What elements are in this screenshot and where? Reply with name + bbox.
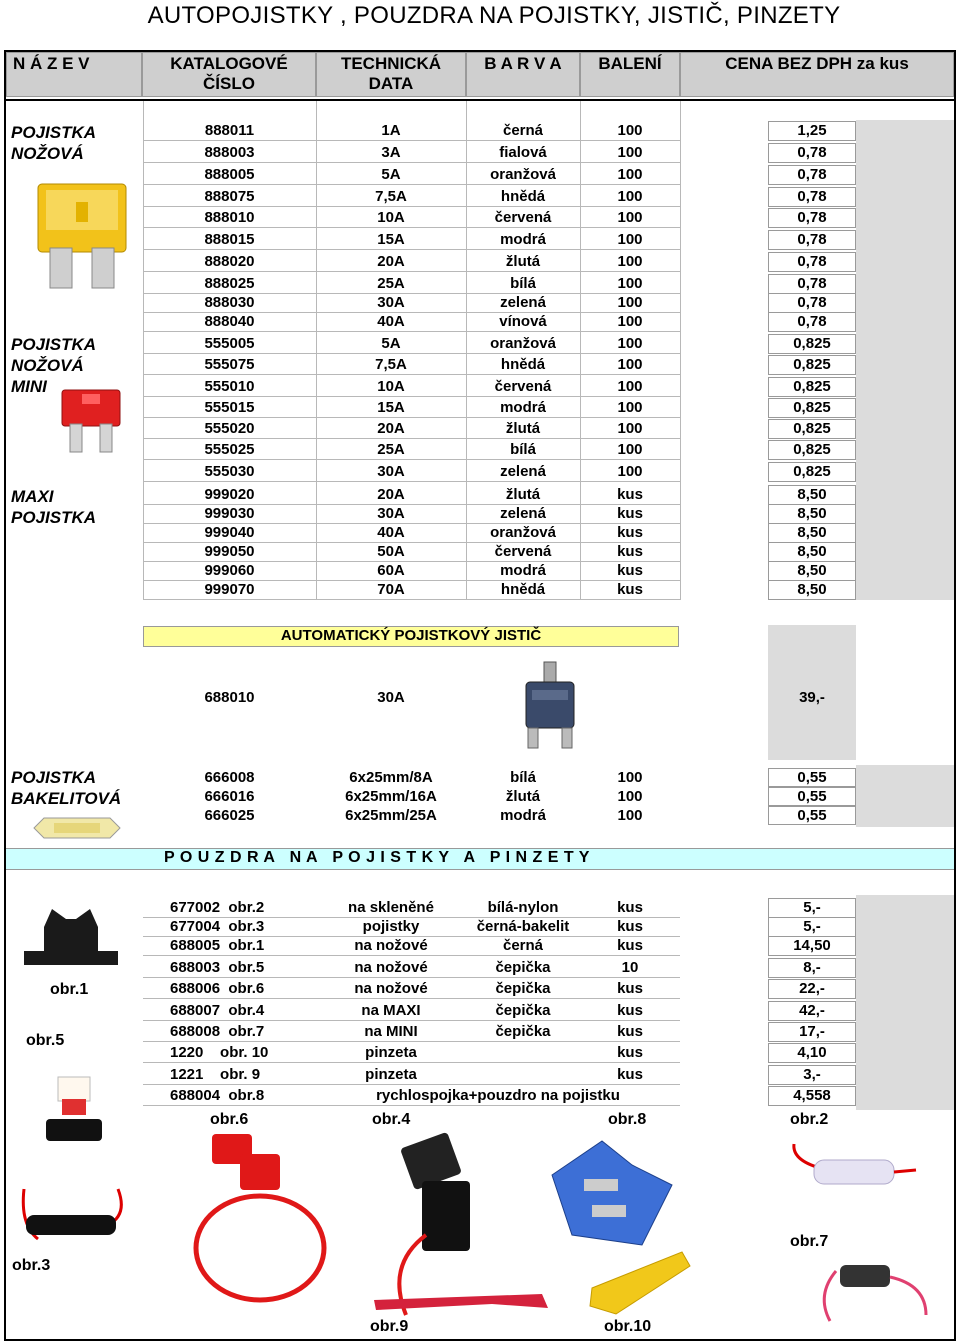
fuse-tech-cell: 40A (377, 313, 405, 330)
fuse-barva-cell: černá (502, 122, 544, 139)
header-divider (4, 99, 956, 101)
fuse-cena-cell: 8,50 (797, 486, 827, 503)
breaker-kat: 688010 (204, 689, 255, 706)
fuse-cena-cell: 8,50 (797, 505, 827, 522)
header-tech: TECHNICKÁ DATA (316, 52, 466, 97)
holder-baleni-cell: kus (617, 1002, 643, 1019)
obr2-label: obr.2 (790, 1111, 829, 1128)
fuse-kat-cell: 999060 (204, 562, 255, 579)
holder-barva-cell: čepička (495, 1023, 551, 1040)
bakelit-barva-cell: žlutá (505, 788, 541, 805)
bakelit-baleni-cell: 100 (617, 769, 643, 786)
fuse-kat-cell: 555020 (204, 420, 255, 437)
holder-tech-cell: na nožové (354, 937, 428, 954)
bakelit-tech-cell: 6x25mm/16A (345, 788, 437, 805)
grey-block (856, 895, 954, 1110)
pinzeta-obr9-image (372, 1290, 552, 1320)
bakelit-baleni-cell: 100 (617, 807, 643, 824)
holder-barva-cell: čepička (495, 1002, 551, 1019)
fuse-barva-cell: žlutá (505, 420, 541, 437)
fuse-barva-cell: bílá (510, 275, 536, 292)
fuse-cena-cell: 0,78 (797, 209, 827, 226)
fuse-barva-cell: oranžová (490, 166, 556, 183)
fuse-kat-cell: 888010 (204, 209, 255, 226)
grey-block (856, 120, 954, 600)
holder-obr3-image (18, 1185, 128, 1245)
holder-cena-cell: 5,- (803, 918, 821, 935)
holder-tech-cell: rychlospojka+pouzdro na pojistku (376, 1087, 620, 1104)
fuse-baleni-cell: kus (617, 524, 643, 541)
header-baleni: BALENÍ (580, 52, 680, 97)
fuse-cena-cell: 0,78 (797, 144, 827, 161)
holder-obr2-image (790, 1140, 920, 1200)
fuse-cena-cell: 0,78 (797, 188, 827, 205)
fuse-tech-cell: 7,5A (375, 188, 407, 205)
fuse-barva-cell: žlutá (505, 253, 541, 270)
bakelit-barva-cell: modrá (500, 807, 546, 824)
bakelit-baleni-cell: 100 (617, 788, 643, 805)
fuse-kat-cell: 555015 (204, 399, 255, 416)
holder-kat-cell: 688006 obr.6 (170, 980, 265, 997)
fuse-tech-cell: 30A (377, 294, 405, 311)
column-divider (680, 101, 681, 600)
fuse-baleni-cell: kus (617, 581, 643, 598)
fuse-kat-cell: 555025 (204, 441, 255, 458)
fuse-barva-cell: modrá (500, 562, 546, 579)
holder-kat-cell: 688004 obr.8 (170, 1087, 265, 1104)
fuse-barva-cell: hnědá (500, 356, 546, 373)
fuse-tech-cell: 15A (377, 231, 405, 248)
fuse-baleni-cell: 100 (617, 144, 643, 161)
holder-obr7-image (806, 1255, 936, 1325)
fuse-baleni-cell: 100 (617, 166, 643, 183)
fuse-tech-cell: 70A (377, 581, 405, 598)
fuse-kat-cell: 888030 (204, 294, 255, 311)
fuse-barva-cell: vínová (499, 313, 547, 330)
fuse-kat-cell: 999070 (204, 581, 255, 598)
fuse-tech-cell: 20A (377, 486, 405, 503)
obr3-label: obr.3 (12, 1257, 51, 1274)
fuse-cena-cell: 0,825 (793, 335, 831, 352)
fuse-barva-cell: hnědá (500, 188, 546, 205)
column-divider (143, 101, 144, 600)
fuse-baleni-cell: 100 (617, 231, 643, 248)
fuse-barva-cell: oranžová (490, 335, 556, 352)
fuse-kat-cell: 888040 (204, 313, 255, 330)
holder-baleni-cell: 10 (621, 959, 639, 976)
obr4-label: obr.4 (372, 1111, 411, 1128)
fuse-tech-cell: 20A (377, 420, 405, 437)
holder-baleni-cell: kus (617, 980, 643, 997)
holder-baleni-cell: kus (617, 918, 643, 935)
fuse-cena-cell: 8,50 (797, 543, 827, 560)
obr6-label: obr.6 (210, 1111, 249, 1128)
fuse-tech-cell: 30A (377, 463, 405, 480)
fuse-tech-cell: 30A (377, 505, 405, 522)
connector-obr8-image (532, 1135, 682, 1255)
group-label-bakelit: POJISTKA BAKELITOVÁ (11, 768, 122, 808)
holder-kat-cell: 677002 obr.2 (170, 899, 265, 916)
fuse-tech-cell: 7,5A (375, 356, 407, 373)
holder-barva-cell: čepička (495, 959, 551, 976)
fuse-barva-cell: zelená (500, 505, 546, 522)
fuse-baleni-cell: 100 (617, 356, 643, 373)
column-divider (316, 101, 317, 600)
holder-cena-cell: 4,10 (797, 1044, 827, 1061)
fuse-cena-cell: 0,78 (797, 313, 827, 330)
fuse-cena-cell: 8,50 (797, 524, 827, 541)
holder-kat-cell: 677004 obr.3 (170, 918, 265, 935)
fuse-baleni-cell: kus (617, 505, 643, 522)
fuse-tech-cell: 3A (381, 144, 401, 161)
fuse-baleni-cell: 100 (617, 463, 643, 480)
fuse-kat-cell: 555030 (204, 463, 255, 480)
fuse-baleni-cell: 100 (617, 335, 643, 352)
holder-cena-cell: 3,- (803, 1066, 821, 1083)
holder-cena-cell: 5,- (803, 899, 821, 916)
fuse-cena-cell: 8,50 (797, 562, 827, 579)
fuse-barva-cell: žlutá (505, 486, 541, 503)
fuse-kat-cell: 555010 (204, 378, 255, 395)
fuse-kat-cell: 888020 (204, 253, 255, 270)
bakelit-kat-cell: 666016 (204, 788, 255, 805)
fuse-barva-cell: modrá (500, 231, 546, 248)
holder-tech-cell: na MINI (364, 1023, 418, 1040)
header-barva: B A R V A (466, 52, 580, 97)
grey-block (856, 765, 954, 827)
page-title: AUTOPOJISTKY , POUZDRA NA POJISTKY, JISTIČ, PINZETY (147, 2, 841, 29)
fuse-tech-cell: 25A (377, 441, 405, 458)
breaker-banner-text: AUTOMATICKÝ POJISTKOVÝ JISTIČ (280, 627, 542, 644)
fuse-cena-cell: 1,25 (797, 122, 827, 139)
fuse-baleni-cell: 100 (617, 441, 643, 458)
holder-baleni-cell: kus (617, 1023, 643, 1040)
fuse-kat-cell: 999020 (204, 486, 255, 503)
holder-tech-cell: na nožové (354, 959, 428, 976)
fuse-kat-cell: 888025 (204, 275, 255, 292)
fuse-baleni-cell: kus (617, 486, 643, 503)
holder-kat-cell: 688007 obr.4 (170, 1002, 265, 1019)
holder-cena-cell: 17,- (799, 1023, 825, 1040)
fuse-cena-cell: 0,78 (797, 294, 827, 311)
fuse-barva-cell: červená (494, 378, 552, 395)
breaker-image (520, 662, 580, 752)
fuse-cena-cell: 0,825 (793, 420, 831, 437)
fuse-baleni-cell: 100 (617, 122, 643, 139)
fuse-baleni-cell: 100 (617, 209, 643, 226)
glass-fuse-image (30, 814, 124, 842)
mini-fuse-image (60, 388, 122, 454)
holders-banner-text: P O U Z D R A N A P O J I S T K Y A P I N Z E T Y (164, 849, 590, 866)
fuse-barva-cell: červená (494, 209, 552, 226)
fuse-kat-cell: 555075 (204, 356, 255, 373)
fuse-tech-cell: 10A (377, 378, 405, 395)
fuse-baleni-cell: 100 (617, 188, 643, 205)
breaker-cena: 39,- (799, 689, 825, 706)
header-katalog: KATALOGOVÉ ČÍSLO (142, 52, 316, 97)
header-nazev: N Á Z E V (6, 52, 142, 97)
fuse-kat-cell: 999040 (204, 524, 255, 541)
column-divider (580, 101, 581, 600)
fuse-baleni-cell: 100 (617, 294, 643, 311)
holder-kat-cell: 1220 obr. 10 (170, 1044, 269, 1061)
holder-tech-cell: na skleněné (348, 899, 434, 916)
bakelit-cena-cell: 0,55 (797, 788, 827, 805)
fuse-cena-cell: 0,825 (793, 378, 831, 395)
fuse-tech-cell: 20A (377, 253, 405, 270)
fuse-kat-cell: 555005 (204, 335, 255, 352)
fuse-baleni-cell: 100 (617, 275, 643, 292)
fuse-cena-cell: 0,825 (793, 399, 831, 416)
holder-tech-cell: pinzeta (365, 1066, 417, 1083)
holder-kat-cell: 688008 obr.7 (170, 1023, 265, 1040)
holder-barva-cell: černá-bakelit (476, 918, 570, 935)
fuse-kat-cell: 888011 (204, 122, 255, 139)
fuse-tech-cell: 40A (377, 524, 405, 541)
holder-kat-cell: 1221 obr. 9 (170, 1066, 261, 1083)
bakelit-kat-cell: 666025 (204, 807, 255, 824)
fuse-baleni-cell: 100 (617, 378, 643, 395)
obr5-label: obr.5 (26, 1032, 65, 1049)
holder-barva-cell: bílá-nylon (487, 899, 559, 916)
fuse-tech-cell: 50A (377, 543, 405, 560)
bakelit-tech-cell: 6x25mm/25A (345, 807, 437, 824)
holder-cena-cell: 22,- (799, 980, 825, 997)
holder-cena-cell: 4,558 (793, 1087, 831, 1104)
fuse-baleni-cell: kus (617, 543, 643, 560)
bakelit-kat-cell: 666008 (204, 769, 255, 786)
holder-tech-cell: pojistky (362, 918, 420, 935)
fuse-tech-cell: 15A (377, 399, 405, 416)
obr8-label: obr.8 (608, 1111, 647, 1128)
holder-obr5-image (44, 1075, 104, 1149)
fuse-baleni-cell: 100 (617, 420, 643, 437)
holder-baleni-cell: kus (617, 1066, 643, 1083)
fuse-baleni-cell: 100 (617, 313, 643, 330)
holder-obr1-image (22, 905, 120, 975)
holder-baleni-cell: kus (617, 937, 643, 954)
fuse-barva-cell: bílá (510, 441, 536, 458)
fuse-baleni-cell: 100 (617, 253, 643, 270)
holder-obr6-image (190, 1130, 330, 1305)
holder-tech-cell: na nožové (354, 980, 428, 997)
fuse-barva-cell: hnědá (500, 581, 546, 598)
fuse-cena-cell: 0,825 (793, 356, 831, 373)
holder-baleni-cell: kus (617, 899, 643, 916)
obr7-label: obr.7 (790, 1233, 829, 1250)
fuse-cena-cell: 8,50 (797, 581, 827, 598)
group-label-mini: POJISTKA NOŽOVÁ MINI (11, 335, 97, 396)
fuse-barva-cell: fialová (499, 144, 547, 161)
blade-fuse-image (36, 182, 128, 290)
fuse-kat-cell: 999050 (204, 543, 255, 560)
fuse-tech-cell: 60A (377, 562, 405, 579)
fuse-tech-cell: 5A (381, 335, 401, 352)
fuse-tech-cell: 5A (381, 166, 401, 183)
holder-tech-cell: pinzeta (365, 1044, 417, 1061)
breaker-tech: 30A (377, 689, 405, 706)
bakelit-tech-cell: 6x25mm/8A (349, 769, 433, 786)
obr1-label: obr.1 (50, 981, 89, 998)
group-label-nozova: POJISTKA NOŽOVÁ (11, 123, 97, 163)
holder-barva-cell: černá (502, 937, 544, 954)
blank-block (856, 625, 954, 760)
fuse-baleni-cell: kus (617, 562, 643, 579)
holder-cena-cell: 42,- (799, 1002, 825, 1019)
fuse-kat-cell: 888005 (204, 166, 255, 183)
fuse-cena-cell: 0,78 (797, 231, 827, 248)
holder-cena-cell: 8,- (803, 959, 821, 976)
group-label-maxi: MAXI POJISTKA (11, 487, 97, 527)
fuse-kat-cell: 888003 (204, 144, 255, 161)
fuse-barva-cell: modrá (500, 399, 546, 416)
holder-kat-cell: 688003 obr.5 (170, 959, 265, 976)
bakelit-cena-cell: 0,55 (797, 769, 827, 786)
fuse-cena-cell: 0,825 (793, 463, 831, 480)
holder-tech-cell: na MAXI (361, 1002, 421, 1019)
fuse-kat-cell: 888075 (204, 188, 255, 205)
fuse-barva-cell: zelená (500, 463, 546, 480)
obr10-label: obr.10 (604, 1318, 652, 1335)
fuse-kat-cell: 999030 (204, 505, 255, 522)
holder-cena-cell: 14,50 (793, 937, 831, 954)
fuse-cena-cell: 0,78 (797, 275, 827, 292)
fuse-barva-cell: oranžová (490, 524, 556, 541)
fuse-cena-cell: 0,78 (797, 253, 827, 270)
fuse-tech-cell: 10A (377, 209, 405, 226)
fuse-tech-cell: 25A (377, 275, 405, 292)
holder-baleni-cell: kus (617, 1044, 643, 1061)
fuse-cena-cell: 0,825 (793, 441, 831, 458)
holder-barva-cell: čepička (495, 980, 551, 997)
fuse-baleni-cell: 100 (617, 399, 643, 416)
bakelit-barva-cell: bílá (510, 769, 536, 786)
column-divider (466, 101, 467, 600)
fuse-barva-cell: zelená (500, 294, 546, 311)
holder-kat-cell: 688005 obr.1 (170, 937, 265, 954)
header-cena: CENA BEZ DPH za kus (680, 52, 954, 97)
fuse-tech-cell: 1A (381, 122, 401, 139)
pinzeta-obr10-image (586, 1248, 696, 1318)
fuse-cena-cell: 0,78 (797, 166, 827, 183)
bakelit-cena-cell: 0,55 (797, 807, 827, 824)
fuse-kat-cell: 888015 (204, 231, 255, 248)
obr9-label: obr.9 (370, 1318, 409, 1335)
fuse-barva-cell: červená (494, 543, 552, 560)
